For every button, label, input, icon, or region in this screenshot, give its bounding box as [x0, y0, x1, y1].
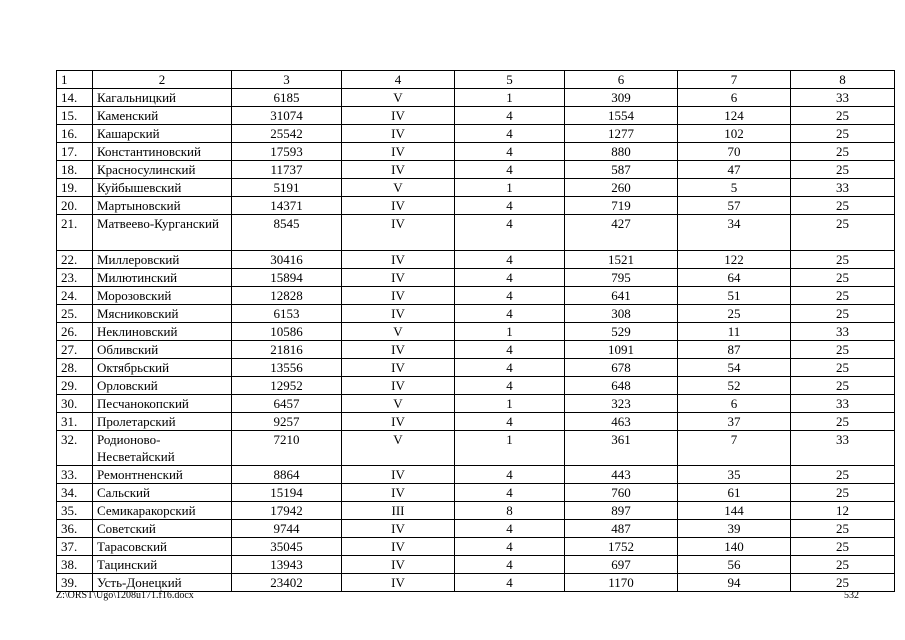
district-name-cell: Тарасовский: [93, 538, 232, 556]
table-row: [57, 143, 895, 161]
value-cell: 4: [455, 304, 565, 322]
value-cell: 678: [565, 358, 678, 376]
table-row: [57, 340, 895, 358]
row-number-cell: 30.: [57, 394, 93, 412]
table-row: [57, 322, 895, 340]
value-cell: 697: [565, 556, 678, 574]
value-cell: 124: [678, 107, 791, 125]
value-cell: 648: [565, 376, 678, 394]
district-name-cell: Пролетарский: [93, 412, 232, 430]
category-cell: IV: [342, 484, 455, 502]
value-cell: 31074: [232, 107, 342, 125]
value-cell: 5191: [232, 179, 342, 197]
value-cell: 4: [455, 197, 565, 215]
category-cell: IV: [342, 268, 455, 286]
category-cell: IV: [342, 538, 455, 556]
category-cell: IV: [342, 340, 455, 358]
district-name-cell: Родионово-Несветайский: [93, 430, 232, 466]
category-cell: IV: [342, 574, 455, 592]
table-row: [57, 556, 895, 574]
table-row: [57, 412, 895, 430]
value-cell: 1: [455, 322, 565, 340]
district-name-cell: Матвеево-Курганский: [93, 215, 232, 251]
category-cell: IV: [342, 197, 455, 215]
row-number-cell: 21.: [57, 215, 93, 251]
data-table: [56, 70, 895, 592]
row-number-cell: 33.: [57, 466, 93, 484]
footer-file-path: Z:\ORST\Ugo\1208u171.f16.docx: [56, 590, 194, 601]
district-name-cell: Мартыновский: [93, 197, 232, 215]
value-cell: 1: [455, 89, 565, 107]
value-cell: 25: [791, 268, 895, 286]
value-cell: 309: [565, 89, 678, 107]
value-cell: 529: [565, 322, 678, 340]
district-name-cell: Песчанокопский: [93, 394, 232, 412]
value-cell: 4: [455, 286, 565, 304]
row-number-cell: 37.: [57, 538, 93, 556]
row-number-cell: 23.: [57, 268, 93, 286]
category-cell: V: [342, 89, 455, 107]
value-cell: 9744: [232, 520, 342, 538]
category-cell: IV: [342, 358, 455, 376]
district-name-cell: Обливский: [93, 340, 232, 358]
row-number-cell: 22.: [57, 250, 93, 268]
value-cell: 11: [678, 322, 791, 340]
table-row: [57, 502, 895, 520]
category-cell: IV: [342, 286, 455, 304]
district-name-cell: Семикаракорский: [93, 502, 232, 520]
value-cell: 25: [791, 520, 895, 538]
value-cell: 21816: [232, 340, 342, 358]
district-name-cell: Миллеровский: [93, 250, 232, 268]
district-name-cell: Кашарский: [93, 125, 232, 143]
value-cell: 463: [565, 412, 678, 430]
value-cell: 144: [678, 502, 791, 520]
table-row: [57, 250, 895, 268]
value-cell: 47: [678, 161, 791, 179]
value-cell: 30416: [232, 250, 342, 268]
district-name-cell: Куйбышевский: [93, 179, 232, 197]
header-cell: 7: [678, 71, 791, 89]
value-cell: 17942: [232, 502, 342, 520]
value-cell: 12828: [232, 286, 342, 304]
district-name-cell: Кагальницкий: [93, 89, 232, 107]
value-cell: 87: [678, 340, 791, 358]
district-name-cell: Неклиновский: [93, 322, 232, 340]
value-cell: 13556: [232, 358, 342, 376]
value-cell: 9257: [232, 412, 342, 430]
value-cell: 260: [565, 179, 678, 197]
row-number-cell: 36.: [57, 520, 93, 538]
table-row: [57, 376, 895, 394]
value-cell: 25: [678, 304, 791, 322]
value-cell: 4: [455, 412, 565, 430]
category-cell: IV: [342, 250, 455, 268]
value-cell: 5: [678, 179, 791, 197]
value-cell: 25542: [232, 125, 342, 143]
table-row: [57, 394, 895, 412]
value-cell: 23402: [232, 574, 342, 592]
category-cell: IV: [342, 520, 455, 538]
value-cell: 25: [791, 538, 895, 556]
value-cell: 122: [678, 250, 791, 268]
category-cell: IV: [342, 376, 455, 394]
value-cell: 15194: [232, 484, 342, 502]
value-cell: 4: [455, 107, 565, 125]
category-cell: IV: [342, 412, 455, 430]
category-cell: IV: [342, 304, 455, 322]
value-cell: 25: [791, 161, 895, 179]
category-cell: IV: [342, 556, 455, 574]
value-cell: 14371: [232, 197, 342, 215]
category-cell: V: [342, 430, 455, 466]
value-cell: 25: [791, 574, 895, 592]
value-cell: 4: [455, 574, 565, 592]
category-cell: IV: [342, 107, 455, 125]
value-cell: 4: [455, 161, 565, 179]
value-cell: 1091: [565, 340, 678, 358]
value-cell: 641: [565, 286, 678, 304]
district-name-cell: Милютинский: [93, 268, 232, 286]
value-cell: 25: [791, 412, 895, 430]
value-cell: 880: [565, 143, 678, 161]
value-cell: 37: [678, 412, 791, 430]
row-number-cell: 26.: [57, 322, 93, 340]
value-cell: 587: [565, 161, 678, 179]
table-header-row: [57, 71, 895, 89]
table-row: [57, 520, 895, 538]
header-cell: 2: [93, 71, 232, 89]
value-cell: 6185: [232, 89, 342, 107]
value-cell: 4: [455, 340, 565, 358]
value-cell: 4: [455, 556, 565, 574]
header-cell: 8: [791, 71, 895, 89]
row-number-cell: 34.: [57, 484, 93, 502]
category-cell: V: [342, 179, 455, 197]
value-cell: 4: [455, 484, 565, 502]
table-row: [57, 466, 895, 484]
value-cell: 719: [565, 197, 678, 215]
value-cell: 25: [791, 358, 895, 376]
table-row: [57, 161, 895, 179]
row-number-cell: 27.: [57, 340, 93, 358]
value-cell: 361: [565, 430, 678, 466]
value-cell: 10586: [232, 322, 342, 340]
value-cell: 54: [678, 358, 791, 376]
row-number-cell: 16.: [57, 125, 93, 143]
table-row: [57, 574, 895, 592]
row-number-cell: 15.: [57, 107, 93, 125]
table-row: [57, 286, 895, 304]
header-cell: 1: [57, 71, 93, 89]
district-name-cell: Каменский: [93, 107, 232, 125]
row-number-cell: 38.: [57, 556, 93, 574]
value-cell: 12: [791, 502, 895, 520]
district-name-cell: Советский: [93, 520, 232, 538]
value-cell: 4: [455, 268, 565, 286]
value-cell: 1: [455, 430, 565, 466]
value-cell: 6457: [232, 394, 342, 412]
value-cell: 4: [455, 143, 565, 161]
value-cell: 487: [565, 520, 678, 538]
value-cell: 1554: [565, 107, 678, 125]
row-number-cell: 19.: [57, 179, 93, 197]
value-cell: 4: [455, 250, 565, 268]
table-row: [57, 89, 895, 107]
value-cell: 25: [791, 466, 895, 484]
value-cell: 11737: [232, 161, 342, 179]
value-cell: 4: [455, 538, 565, 556]
value-cell: 308: [565, 304, 678, 322]
table-row: [57, 197, 895, 215]
table-row: [57, 304, 895, 322]
value-cell: 7: [678, 430, 791, 466]
value-cell: 443: [565, 466, 678, 484]
value-cell: 25: [791, 215, 895, 251]
value-cell: 102: [678, 125, 791, 143]
value-cell: 25: [791, 484, 895, 502]
value-cell: 25: [791, 143, 895, 161]
district-name-cell: Константиновский: [93, 143, 232, 161]
value-cell: 51: [678, 286, 791, 304]
table-row: [57, 125, 895, 143]
value-cell: 25: [791, 250, 895, 268]
category-cell: IV: [342, 215, 455, 251]
value-cell: 25: [791, 340, 895, 358]
row-number-cell: 17.: [57, 143, 93, 161]
value-cell: 323: [565, 394, 678, 412]
row-number-cell: 18.: [57, 161, 93, 179]
value-cell: 897: [565, 502, 678, 520]
value-cell: 1: [455, 394, 565, 412]
category-cell: IV: [342, 143, 455, 161]
row-number-cell: 24.: [57, 286, 93, 304]
value-cell: 7210: [232, 430, 342, 466]
district-name-cell: Тацинский: [93, 556, 232, 574]
category-cell: V: [342, 322, 455, 340]
table-row: [57, 268, 895, 286]
district-name-cell: Ремонтненский: [93, 466, 232, 484]
value-cell: 39: [678, 520, 791, 538]
value-cell: 25: [791, 304, 895, 322]
value-cell: 4: [455, 215, 565, 251]
district-name-cell: Орловский: [93, 376, 232, 394]
value-cell: 13943: [232, 556, 342, 574]
value-cell: 94: [678, 574, 791, 592]
category-cell: IV: [342, 161, 455, 179]
value-cell: 35: [678, 466, 791, 484]
district-name-cell: Мясниковский: [93, 304, 232, 322]
table-row: [57, 107, 895, 125]
value-cell: 35045: [232, 538, 342, 556]
value-cell: 61: [678, 484, 791, 502]
category-cell: V: [342, 394, 455, 412]
value-cell: 25: [791, 286, 895, 304]
category-cell: III: [342, 502, 455, 520]
value-cell: 33: [791, 179, 895, 197]
row-number-cell: 28.: [57, 358, 93, 376]
district-name-cell: Морозовский: [93, 286, 232, 304]
table-row: [57, 484, 895, 502]
table-body: [57, 71, 895, 592]
value-cell: 140: [678, 538, 791, 556]
value-cell: 25: [791, 197, 895, 215]
value-cell: 57: [678, 197, 791, 215]
value-cell: 760: [565, 484, 678, 502]
row-number-cell: 31.: [57, 412, 93, 430]
value-cell: 4: [455, 520, 565, 538]
value-cell: 33: [791, 430, 895, 466]
value-cell: 56: [678, 556, 791, 574]
value-cell: 4: [455, 125, 565, 143]
value-cell: 64: [678, 268, 791, 286]
header-cell: 6: [565, 71, 678, 89]
value-cell: 1752: [565, 538, 678, 556]
table-row: [57, 179, 895, 197]
value-cell: 427: [565, 215, 678, 251]
category-cell: IV: [342, 466, 455, 484]
value-cell: 25: [791, 376, 895, 394]
value-cell: 4: [455, 358, 565, 376]
district-name-cell: Октябрьский: [93, 358, 232, 376]
value-cell: 33: [791, 89, 895, 107]
value-cell: 8: [455, 502, 565, 520]
table-row: [57, 215, 895, 251]
table-row: [57, 430, 895, 466]
value-cell: 1521: [565, 250, 678, 268]
row-number-cell: 35.: [57, 502, 93, 520]
value-cell: 25: [791, 125, 895, 143]
value-cell: 1277: [565, 125, 678, 143]
value-cell: 795: [565, 268, 678, 286]
row-number-cell: 25.: [57, 304, 93, 322]
header-cell: 4: [342, 71, 455, 89]
value-cell: 17593: [232, 143, 342, 161]
value-cell: 33: [791, 322, 895, 340]
row-number-cell: 39.: [57, 574, 93, 592]
value-cell: 8864: [232, 466, 342, 484]
value-cell: 33: [791, 394, 895, 412]
header-cell: 3: [232, 71, 342, 89]
value-cell: 6: [678, 89, 791, 107]
value-cell: 4: [455, 376, 565, 394]
value-cell: 25: [791, 556, 895, 574]
row-number-cell: 14.: [57, 89, 93, 107]
value-cell: 6: [678, 394, 791, 412]
district-name-cell: Усть-Донецкий: [93, 574, 232, 592]
row-number-cell: 32.: [57, 430, 93, 466]
district-name-cell: Красносулинский: [93, 161, 232, 179]
row-number-cell: 29.: [57, 376, 93, 394]
value-cell: 25: [791, 107, 895, 125]
header-cell: 5: [455, 71, 565, 89]
value-cell: 1170: [565, 574, 678, 592]
value-cell: 4: [455, 466, 565, 484]
table-row: [57, 358, 895, 376]
value-cell: 8545: [232, 215, 342, 251]
value-cell: 15894: [232, 268, 342, 286]
value-cell: 12952: [232, 376, 342, 394]
value-cell: 34: [678, 215, 791, 251]
footer-page-number: 532: [844, 590, 859, 601]
value-cell: 52: [678, 376, 791, 394]
table-row: [57, 538, 895, 556]
district-name-cell: Сальский: [93, 484, 232, 502]
value-cell: 6153: [232, 304, 342, 322]
category-cell: IV: [342, 125, 455, 143]
value-cell: 1: [455, 179, 565, 197]
value-cell: 70: [678, 143, 791, 161]
row-number-cell: 20.: [57, 197, 93, 215]
